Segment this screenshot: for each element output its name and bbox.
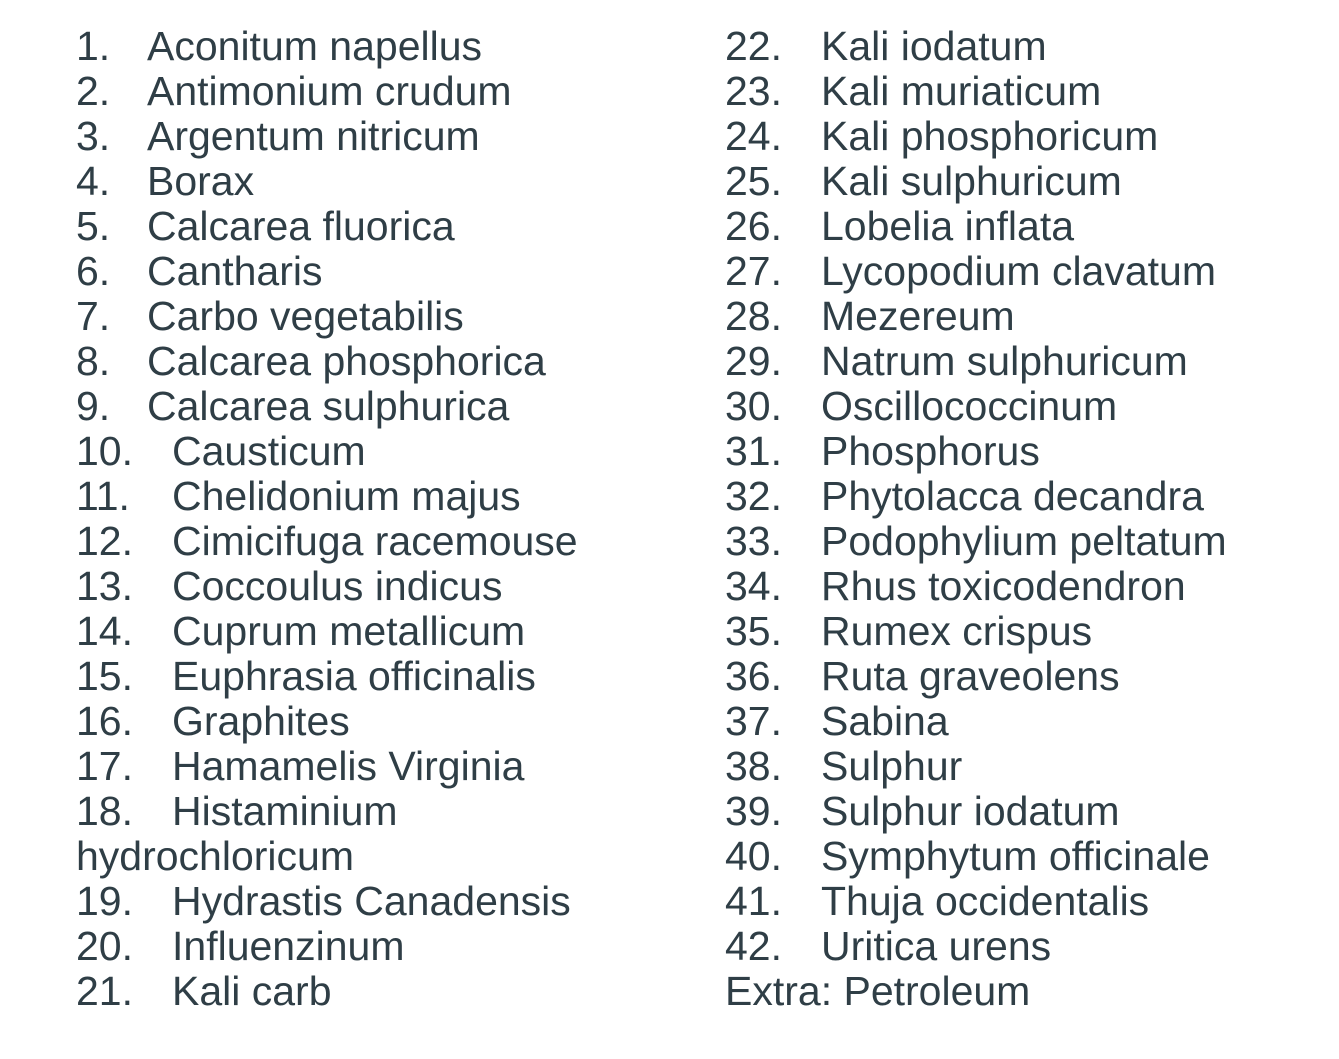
- item-number: 21.: [76, 968, 133, 1014]
- item-number: 31.: [725, 428, 782, 474]
- item-number: 13.: [76, 563, 133, 609]
- list-item: [76, 204, 676, 249]
- list-item: [76, 744, 676, 789]
- list-item: [76, 429, 676, 474]
- list-item: [76, 249, 676, 294]
- item-name: Carbo vegetabilis: [147, 293, 464, 339]
- list-item: [725, 384, 1325, 429]
- item-name: Hamamelis Virginia: [172, 743, 525, 789]
- item-name-continuation: hydrochloricum: [76, 833, 354, 879]
- item-name: Rhus toxicodendron: [821, 563, 1186, 609]
- list-item: [76, 564, 676, 609]
- item-name: Chelidonium majus: [172, 473, 521, 519]
- item-name: Cuprum metallicum: [172, 608, 526, 654]
- item-number: 30.: [725, 383, 782, 429]
- item-number: 22.: [725, 23, 782, 69]
- list-item: [76, 474, 676, 519]
- item-number: 28.: [725, 293, 782, 339]
- item-number: 29.: [725, 338, 782, 384]
- item-number: 24.: [725, 113, 782, 159]
- list-item: [725, 744, 1325, 789]
- item-number: 39.: [725, 788, 782, 834]
- item-name: Oscillococcinum: [821, 383, 1118, 429]
- item-number: 40.: [725, 833, 782, 879]
- item-name: Histaminium: [172, 788, 398, 834]
- item-number: 11.: [76, 473, 130, 519]
- item-number: 20.: [76, 923, 133, 969]
- item-number: 7.: [76, 293, 111, 339]
- item-number: 38.: [725, 743, 782, 789]
- item-name: Calcarea fluorica: [147, 203, 455, 249]
- item-number: 8.: [76, 338, 111, 384]
- item-number: 35.: [725, 608, 782, 654]
- list-item: [76, 294, 676, 339]
- item-name: Sulphur: [821, 743, 963, 789]
- item-name: Lobelia inflata: [821, 203, 1075, 249]
- item-name: Kali carb: [172, 968, 332, 1014]
- list-item: [76, 384, 676, 429]
- item-number: 12.: [76, 518, 133, 564]
- remedy-list-right: [725, 24, 1325, 1014]
- item-number: 32.: [725, 473, 782, 519]
- item-name: Kali sulphuricum: [821, 158, 1122, 204]
- item-number: 41.: [725, 878, 782, 924]
- list-item: [725, 159, 1325, 204]
- list-item: [76, 339, 676, 384]
- list-item: [725, 519, 1325, 564]
- item-number: 2.: [76, 68, 111, 114]
- item-number: 14.: [76, 608, 133, 654]
- item-number: 17.: [76, 743, 133, 789]
- item-name: Aconitum napellus: [147, 23, 483, 69]
- item-name: Kali muriaticum: [821, 68, 1102, 114]
- list-item: [725, 834, 1325, 879]
- item-name: Phosphorus: [821, 428, 1040, 474]
- item-name: Mezereum: [821, 293, 1015, 339]
- item-number: 19.: [76, 878, 133, 924]
- item-number: 16.: [76, 698, 133, 744]
- item-number: 33.: [725, 518, 782, 564]
- item-number: 4.: [76, 158, 111, 204]
- item-number: 42.: [725, 923, 782, 969]
- item-name: Graphites: [172, 698, 350, 744]
- item-name: Hydrastis Canadensis: [172, 878, 571, 924]
- list-item: [725, 429, 1325, 474]
- item-number: 9.: [76, 383, 111, 429]
- item-name: Symphytum officinale: [821, 833, 1210, 879]
- list-item: [725, 879, 1325, 924]
- list-item: [725, 474, 1325, 519]
- item-name: Thuja occidentalis: [821, 878, 1150, 924]
- item-number: 37.: [725, 698, 782, 744]
- item-name: Podophylium peltatum: [821, 518, 1227, 564]
- item-name: Kali phosphoricum: [821, 113, 1159, 159]
- list-item: [76, 69, 676, 114]
- list-item: [725, 924, 1325, 969]
- list-item: [725, 114, 1325, 159]
- remedy-list-left: [76, 24, 676, 1014]
- item-number: 27.: [725, 248, 782, 294]
- item-number: 10.: [76, 428, 133, 474]
- list-item: [76, 789, 676, 834]
- list-item: [725, 654, 1325, 699]
- list-item: [76, 924, 676, 969]
- list-item: [725, 294, 1325, 339]
- item-name: Sulphur iodatum: [821, 788, 1120, 834]
- item-name: Causticum: [172, 428, 366, 474]
- extra-item: Extra: Petroleum: [725, 968, 1031, 1014]
- list-item: [76, 24, 676, 69]
- item-name: Calcarea sulphurica: [147, 383, 510, 429]
- item-name: Natrum sulphuricum: [821, 338, 1188, 384]
- list-item: [725, 339, 1325, 384]
- item-name: Sabina: [821, 698, 949, 744]
- list-item: [76, 519, 676, 564]
- list-item: [725, 24, 1325, 69]
- list-item: [725, 564, 1325, 609]
- item-name: Antimonium crudum: [147, 68, 512, 114]
- item-name: Borax: [147, 158, 255, 204]
- list-item: [76, 969, 676, 1014]
- item-number: 23.: [725, 68, 782, 114]
- list-item: [76, 699, 676, 744]
- list-item: [76, 654, 676, 699]
- item-number: 3.: [76, 113, 111, 159]
- list-item: [76, 879, 676, 924]
- list-item: [725, 204, 1325, 249]
- item-number: 1.: [76, 23, 111, 69]
- item-name: Euphrasia officinalis: [172, 653, 536, 699]
- list-item: [725, 69, 1325, 114]
- item-name: Uritica urens: [821, 923, 1052, 969]
- item-name: Kali iodatum: [821, 23, 1047, 69]
- item-name: Cimicifuga racemouse: [172, 518, 578, 564]
- list-item: [725, 249, 1325, 294]
- item-number: 18.: [76, 788, 133, 834]
- item-number: 36.: [725, 653, 782, 699]
- list-item: [725, 789, 1325, 834]
- item-number: 15.: [76, 653, 133, 699]
- item-name: Influenzinum: [172, 923, 405, 969]
- list-item: [76, 609, 676, 654]
- item-name: Calcarea phosphorica: [147, 338, 546, 384]
- list-item: [76, 114, 676, 159]
- list-item: [725, 609, 1325, 654]
- item-number: 34.: [725, 563, 782, 609]
- item-name: Phytolacca decandra: [821, 473, 1204, 519]
- item-number: 6.: [76, 248, 111, 294]
- item-name: Coccoulus indicus: [172, 563, 503, 609]
- item-number: 25.: [725, 158, 782, 204]
- item-number: 26.: [725, 203, 782, 249]
- item-name: Cantharis: [147, 248, 323, 294]
- list-item: [725, 699, 1325, 744]
- item-number: 5.: [76, 203, 111, 249]
- item-name: Lycopodium clavatum: [821, 248, 1217, 294]
- item-name: Argentum nitricum: [147, 113, 480, 159]
- item-name: Ruta graveolens: [821, 653, 1120, 699]
- item-name: Rumex crispus: [821, 608, 1093, 654]
- list-item: [76, 159, 676, 204]
